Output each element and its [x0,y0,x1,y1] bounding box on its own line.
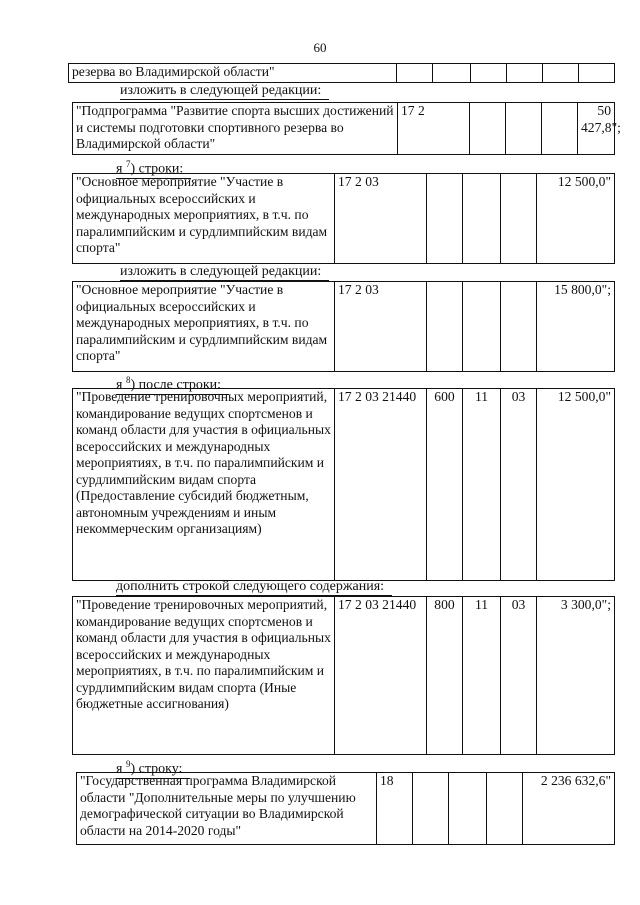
amount-cell [579,64,615,83]
instruction-line: я $^8$) после строки: [116,372,229,395]
row-name-cell: "Подпрограмма "Развитие спорта высших достижений и системы подготовки спортивного резерва во Владимирской области" [73,103,398,155]
table-row-main-activity-new [72,281,615,372]
code-cell: 17 2 03 21440 [335,389,427,581]
rz-cell: 11 [463,597,501,755]
instruction-line: изложить в следующей редакции: [120,264,329,281]
code-cell: 17 2 03 21440 [335,597,427,755]
code-cell: 17 2 03 [335,174,427,264]
vr-cell [427,174,463,264]
rz-cell [463,174,501,264]
rz-cell: 11 [463,389,501,581]
amount-cell: 2 236 632,6" [523,773,615,845]
vr-cell [433,64,471,83]
pr-cell [501,282,537,372]
row-name-cell: резерва во Владимирской области" [69,64,397,83]
vr-cell [413,773,449,845]
rz-cell [471,64,507,83]
row-name-cell: "Проведение тренировочных мероприятий, командирование ведущих спортсменов и команд области для участия в официальных всероссийских и международных мероприятиях, в т.ч. по паралимпийским и сурдлимпийским видам спорта (Предоставление субсидий бюджетным, автономным учреждениям и иным некоммерческим организациям) [73,389,335,581]
table-row-continuation [68,63,615,83]
code-cell: 17 2 03 [335,282,427,372]
instruction-line: дополнить строкой следующего содержания: [116,579,392,596]
amount-cell: 15 800,0"; [537,282,615,372]
instruction-line: я $^7$) строки: [116,156,191,179]
amount-cell: 12 500,0" [537,389,615,581]
row-name-cell: "Основное мероприятие "Участие в официальных всероссийских и международных мероприятиях, в т.ч. по паралимпийским и сурдлимпийским видам спорта" [73,174,335,264]
vr-cell: 800 [427,597,463,755]
vr-cell: 600 [427,389,463,581]
table-row-subprogram [72,102,621,155]
row-name-cell: "Проведение тренировочных мероприятий, командирование ведущих спортсменов и команд области для участия в официальных всероссийских и международных мероприятиях, в т.ч. по паралимпийским и сурдлимпийским видам спорта (Иные бюджетные ассигнования) [73,597,335,755]
code-cell: 17 2 [398,103,470,155]
pr-cell: 03 [501,389,537,581]
vr-cell [470,103,506,155]
rz-cell [449,773,487,845]
instruction-line: изложить в следующей редакции: [120,83,329,100]
pr-cell [507,64,543,83]
amount-cell: 3 300,0"; [537,597,615,755]
row-name-cell: "Основное мероприятие "Участие в официальных всероссийских и международных мероприятиях, в т.ч. по паралимпийским и сурдлимпийским видам спорта" [73,282,335,372]
table-row-state-program [76,772,615,845]
rz-cell [463,282,501,372]
amount-cell: 12 500,0" [537,174,615,264]
page-number: 60 [313,40,327,55]
amount-cell: 50 427,8"; [578,103,615,155]
code-cell [397,64,433,83]
rz-cell [506,103,542,155]
vr-cell [427,282,463,372]
extra-cell [543,64,579,83]
table-row-training-600 [72,388,615,581]
table-row-training-800 [72,596,615,755]
code-cell: 18 [377,773,413,845]
instruction-line: я $^9$) строку: [116,756,190,779]
pr-cell [487,773,523,845]
pr-cell: 03 [501,597,537,755]
row-name-cell: "Государственная программа Владимирской области "Дополнительные меры по улучшению демографической ситуации во Владимирской области на 2014-2020 годы" [77,773,377,845]
table-row-main-activity-old [72,173,615,264]
pr-cell [501,174,537,264]
pr-cell [542,103,578,155]
